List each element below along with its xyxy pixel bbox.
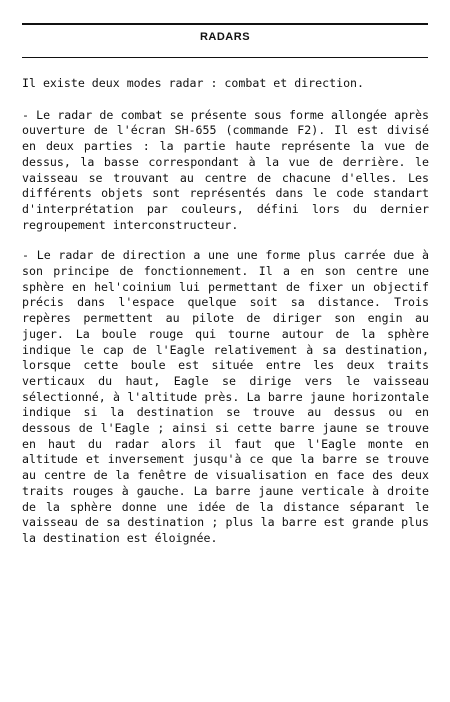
body-text (22, 76, 429, 562)
section-title: RADARS (199, 31, 251, 43)
paragraph-direction-radar: - Le radar de direction a une une forme plus carrée due à son principe de fonctionnement. Il a en son centre une sphère en hel'coinium lui permettant de fixer un objectif précis dans l'espace quelque soit sa distance. Trois repères permettent au pilote de diriger son engin au juger. La boule rouge qui tourne autour de la sphère indique le cap de l'Eagle relativement à sa destination, lorsque cette boule est située entre les deux traits verticaux du haut, Eagle se dirige vers le vaisseau sélectionné, à l'altitude près. La barre jaune horizontale indique si la destination se trouve au dessus ou en dessous de l'Eagle ; ainsi si cette barre jaune se trouve en haut du radar alors il faut que l'Eagle monte en altitude et inversement jusqu'à ce que la barre se trouve au centre de la fenêtre de visualisation en face des deux traits rouges à gauche. La barre jaune verticale à droite de la sphère donne une idée de la distance séparant le vaisseau de sa destination ; plus la barre est grande plus la destination est éloignée. (22, 248, 429, 545)
header-top-rule (22, 23, 428, 25)
header-bottom-rule (22, 57, 428, 58)
paragraph-combat-radar: - Le radar de combat se présente sous forme allongée après ouverture de l'écran SH-655 (commande F2). Il est divisé en deux parties : la partie haute représente la vue de dessus, la basse correspondant à la vue de derrière. le vaisseau se trouvant au centre de chacune d'elles. Les différents objets sont représentés dans le code standart d'interprétation par couleurs, défini lors du dernier regroupement interconstructeur. (22, 107, 429, 232)
paragraph-intro: Il existe deux modes radar : combat et direction. (22, 76, 365, 90)
